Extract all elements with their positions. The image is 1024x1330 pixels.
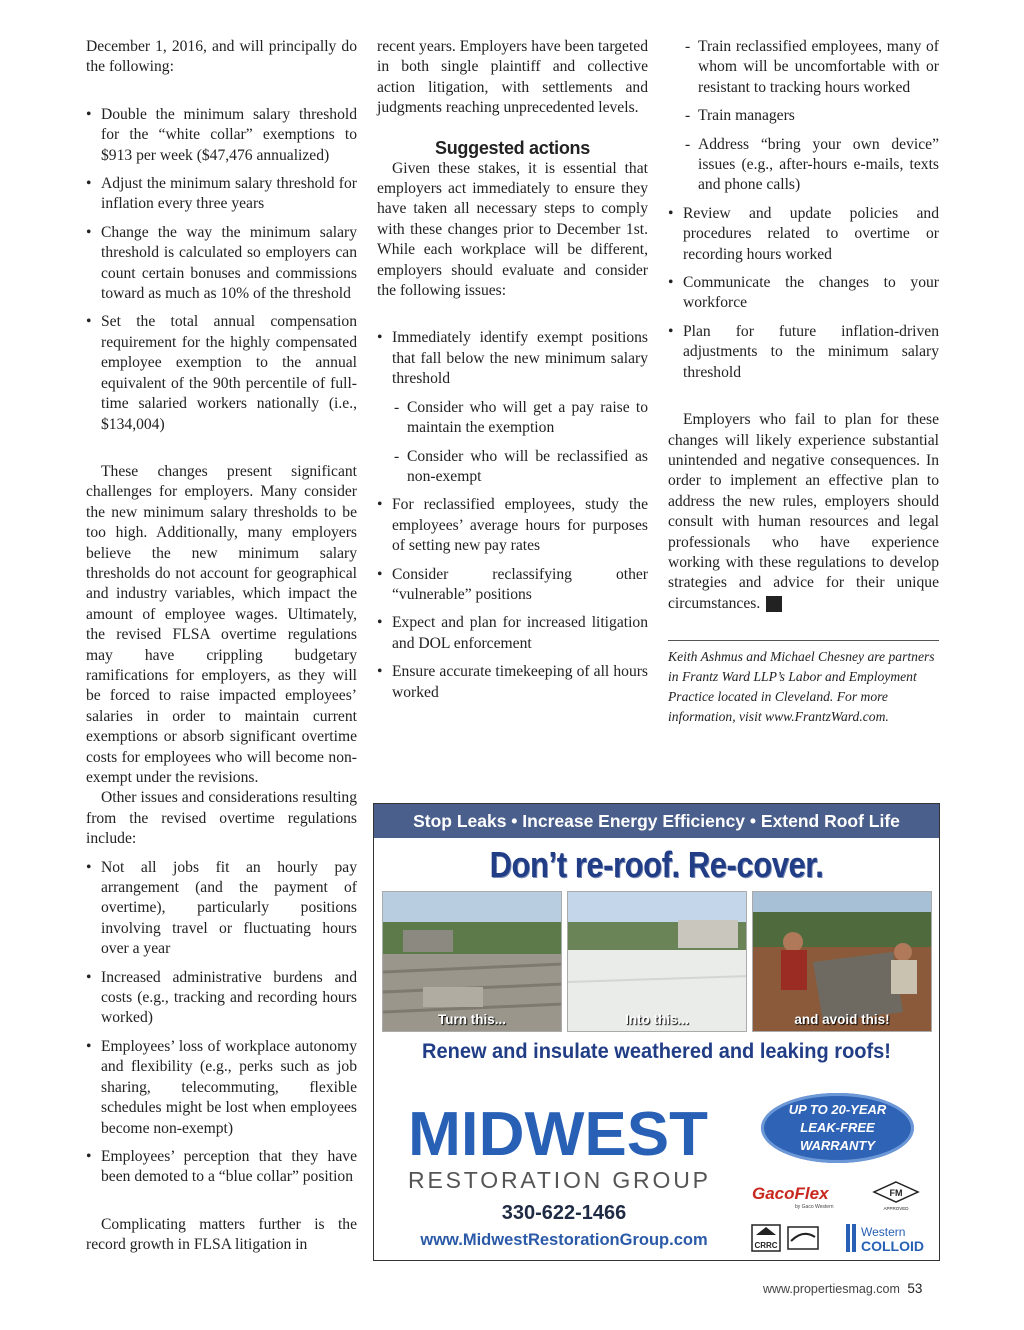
- warranty-line: LEAK-FREE: [800, 1120, 875, 1135]
- sub-list: [377, 398, 648, 488]
- list-item: • Adjust the minimum salary threshold for inflation every three years: [86, 174, 357, 215]
- page-footer: [763, 1281, 922, 1296]
- western-colloid-logo: [846, 1224, 924, 1254]
- ad-subheadline: Renew and insulate weathered and leaking roofs!: [422, 1039, 891, 1063]
- body-paragraph: Given these stakes, it is essential that employers act immediately to ensure they have taken all necessary steps to comply with these changes prior to December 1st. While each workplace will be different, employers should evaluate and consider the following issues:: [377, 159, 648, 300]
- body-paragraph: Other issues and considerations resulting from the revised overtime regulations include:: [86, 789, 357, 848]
- warranty-line: WARRANTY: [799, 1138, 876, 1153]
- list-item: • Double the minimum salary threshold for the “white collar” exemptions to $913 per week ($47,476 annualized): [86, 105, 357, 166]
- article-column-3: [668, 37, 939, 727]
- sub-list: [668, 37, 939, 196]
- roof-photo-after: [567, 891, 747, 1032]
- ad-headline: Don’t re-roof. Re-cover.: [489, 844, 824, 885]
- list-item: • Change the way the minimum salary threshold is calculated so employers can count certain bonuses and commissions toward as much as 10% of the threshold: [86, 223, 357, 305]
- closing-paragraph: [668, 410, 939, 614]
- list-item: • Review and update policies and procedures related to overtime or recording hours worked: [668, 204, 939, 265]
- ad-phone-number[interactable]: 330-622-1466: [501, 1202, 627, 1224]
- list-item: • Not all jobs fit an hourly pay arrangement (and the payment of overtime), particularly positions involving travel or fluctuating hours over a year: [86, 858, 357, 960]
- article-column-2: [377, 37, 648, 711]
- photo-caption: Into this...: [625, 1012, 689, 1027]
- issues-list: [86, 858, 357, 1188]
- logo-wordmark: MIDWEST: [408, 1101, 709, 1169]
- warranty-line: UP TO 20-YEAR: [788, 1102, 887, 1117]
- western-label: Western: [861, 1225, 906, 1239]
- list-item: [377, 328, 648, 487]
- roof-photo-avoid-image: [753, 892, 932, 1032]
- author-bio: Keith Ashmus and Michael Chesney are partners in Frantz Ward LLP’s Labor and Employment Practice located in Cleveland. For more information, visit www.FrantzWard.com.: [668, 649, 935, 725]
- crrc-label: CRRC: [754, 1241, 778, 1250]
- sub-list-item: - Address “bring your own device” issues (e.g., after-hours e-mails, texts and phone calls): [668, 135, 939, 196]
- photo-caption: and avoid this!: [794, 1012, 890, 1027]
- sub-list-item: - Train managers: [668, 106, 939, 126]
- list-item: • Plan for future inflation-driven adjustments to the minimum salary threshold: [668, 322, 939, 383]
- list-item: • For reclassified employees, study the employees’ average hours for purposes of setting new pay rates: [377, 495, 648, 556]
- colloid-label: COLLOID: [861, 1238, 924, 1254]
- fm-approved-label: APPROVED: [883, 1206, 909, 1211]
- crrc-icon: [752, 1225, 780, 1251]
- midwest-logo: [399, 1101, 717, 1195]
- body-paragraph: Complicating matters further is the record growth in FLSA litigation in: [86, 1215, 357, 1254]
- list-item: • Increased administrative burdens and costs (e.g., tracking and recording hours worked): [86, 968, 357, 1029]
- page-number: 53: [907, 1281, 923, 1296]
- fm-approved-icon: [874, 1182, 918, 1211]
- end-of-article-mark: P: [766, 596, 782, 612]
- fm-label: FM: [889, 1188, 903, 1198]
- sub-list-item: - Consider who will be reclassified as non-exempt: [377, 447, 648, 488]
- footer-site-link[interactable]: www.propertiesmag.com: [763, 1282, 900, 1296]
- intro-paragraph: December 1, 2016, and will principally do the following:: [86, 38, 357, 76]
- list-item: • Employees’ perception that they have been demoted to a “blue collar” position: [86, 1147, 357, 1188]
- list-item: • Employees’ loss of workplace autonomy and flexibility (e.g., perks such as job sharing, telecommuting, flexible schedules might be lost when employees become non-exempt): [86, 1037, 357, 1139]
- warranty-badge: [761, 1093, 914, 1163]
- gacoflex-tagline: by Gaco Western: [795, 1204, 834, 1210]
- rule-changes-list: [86, 105, 357, 435]
- list-item: • Ensure accurate timekeeping of all hours worked: [377, 662, 648, 703]
- gacoflex-logo: GacoFlex: [752, 1184, 829, 1203]
- roof-photo-after-image: [568, 892, 747, 1032]
- closing-paragraph-text: Employers who fail to plan for these changes will likely experience substantial unintended and negative consequences. In order to implement an effective plan to address the new rules, employers should consult with human resources and legal professionals who have experience working with these regulations to develop strategies and advice for their unique circumstances.: [668, 411, 939, 612]
- actions-list: [377, 328, 648, 703]
- article-column-1: [86, 37, 357, 1256]
- list-item-text: Immediately identify exempt positions that fall below the new minimum salary threshold: [392, 329, 648, 388]
- energy-star-icon: [788, 1227, 818, 1249]
- list-item: • Expect and plan for increased litigation and DOL enforcement: [377, 613, 648, 654]
- roof-photo-before-image: [383, 892, 562, 1032]
- list-item: • Consider reclassifying other “vulnerable” positions: [377, 565, 648, 606]
- section-heading: Suggested actions: [435, 137, 590, 158]
- sub-list-item: - Train reclassified employees, many of whom will be uncomfortable with or resistant to tracking hours worked: [668, 37, 939, 98]
- list-item: • Communicate the changes to your workforce: [668, 273, 939, 314]
- actions-list-continued: [668, 204, 939, 383]
- logo-subtitle: RESTORATION GROUP: [408, 1167, 708, 1193]
- sub-list-item: - Consider who will get a pay raise to maintain the exemption: [377, 398, 648, 439]
- advertisement[interactable]: [373, 803, 940, 1261]
- body-paragraph: These changes present significant challenges for employers. Many consider the new minimum salary thresholds to be too high. Additionally, many employers believe the new minimum salary thresholds do not account for geographical and industry variables, which impact the amount of employee wages. Ultimately, the revised FLSA overtime regulations may have crippling budgetary ramifications for employers, as they will be forced to raise impacted employees’ salaries in order to maintain current exemptions or absorb significant overtime costs for employees who will become non-exempt under the revisions.: [86, 462, 357, 786]
- partner-logos: [750, 1177, 925, 1257]
- ad-banner: Stop Leaks • Increase Energy Efficiency • Extend Roof Life: [374, 804, 939, 838]
- roof-photo-before: [382, 891, 562, 1032]
- ad-website-link[interactable]: www.MidwestRestorationGroup.com: [420, 1231, 708, 1249]
- body-paragraph: recent years. Employers have been targeted in both single plaintiff and collective action litigation, with settlements and judgments reaching unprecedented levels.: [377, 38, 648, 117]
- roof-photo-avoid: [752, 891, 932, 1032]
- list-item: • Set the total annual compensation requirement for the highly compensated employee exemption to the annual equivalent of the 90th percentile of full-time salaried workers nationally (i.e., $134,004): [86, 312, 357, 434]
- photo-caption: Turn this...: [438, 1012, 506, 1027]
- divider: [668, 640, 939, 641]
